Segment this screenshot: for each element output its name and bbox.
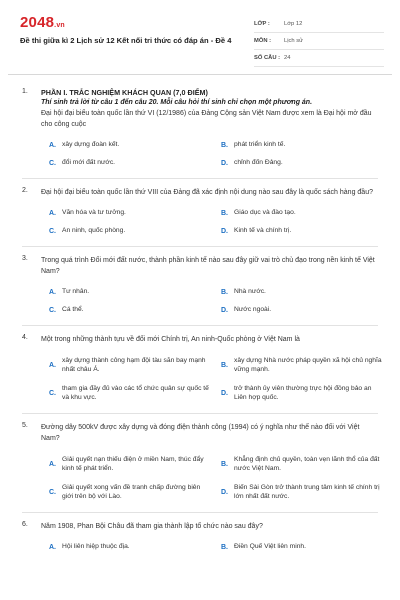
option-label: C. — [49, 306, 56, 314]
option-text: Nước ngoài. — [234, 306, 272, 314]
option-label: D. — [221, 159, 228, 167]
answer-option-d[interactable] — [213, 478, 385, 506]
meta-value: 24 — [284, 55, 291, 61]
question-divider — [22, 178, 378, 179]
option-text: chỉnh đốn Đảng. — [234, 159, 283, 167]
option-label: A. — [49, 543, 56, 551]
option-text: Hội liên hiệp thuộc địa. — [62, 543, 130, 551]
question-item — [8, 88, 392, 172]
document-meta — [254, 16, 384, 67]
option-text: Văn hóa và tư tưởng. — [62, 209, 126, 217]
option-text: Giải quyết nạn thiếu điện ở miền Nam, thúc đẩy kinh tế phát triển. — [62, 455, 204, 472]
meta-key: LỚP : — [254, 21, 270, 27]
meta-row-subject — [254, 33, 384, 50]
meta-value: Lịch sử — [284, 38, 304, 44]
option-label: C. — [49, 389, 56, 397]
option-text: Khẳng định chủ quyền, toàn vẹn lãnh thổ của đất nước Việt Nam. — [234, 455, 380, 472]
question-text: Đại hội đại biểu toàn quốc lần thứ VI (12/1986) của Đảng Cộng sản Việt Nam được xem là Đại hội mở đầu cho công cuộc — [41, 110, 372, 128]
option-label: B. — [221, 361, 228, 369]
answer-option-b[interactable] — [213, 283, 385, 301]
option-label: A. — [49, 288, 56, 296]
answer-option-b[interactable] — [213, 204, 385, 222]
answer-option-b[interactable] — [213, 450, 385, 478]
question-divider — [22, 512, 378, 513]
answer-option-c[interactable] — [41, 301, 213, 319]
document-title: Đề thi giữa kì 2 Lịch sử 12 Kết nối tri thức có đáp án - Đề 4 — [20, 36, 232, 45]
option-label: B. — [221, 460, 228, 468]
answer-option-d[interactable] — [213, 154, 385, 172]
question-item — [8, 521, 392, 556]
option-text: Giải quyết xong vấn đề tranh chấp đường biên giới trên bộ với Lào. — [62, 483, 201, 500]
option-label: A. — [49, 460, 56, 468]
answer-option-c[interactable] — [41, 478, 213, 506]
option-label: D. — [221, 488, 228, 496]
option-text: trở thành ủy viên thường trực hội đồng bảo an Liên hợp quốc. — [234, 384, 372, 401]
answer-option-a[interactable] — [41, 538, 213, 556]
question-list — [8, 88, 392, 562]
section-instructions: Thí sinh trả lời từ câu 1 đến câu 20. Mỗi câu hỏi thí sinh chỉ chọn một phương án. — [41, 99, 313, 106]
answer-options — [41, 204, 378, 240]
option-text: Biến Sài Gòn trở thành trung tâm kinh tế chính trị lớn nhất đất nước. — [234, 483, 380, 500]
option-text: xây dựng Nhà nước pháp quyền xã hội chủ nghĩa vững mạnh. — [234, 356, 382, 373]
answer-options — [41, 351, 382, 407]
option-text: Nhà nước. — [234, 288, 266, 296]
option-text: Tư nhân. — [62, 288, 90, 296]
option-text: xây dựng đoàn kết. — [62, 141, 120, 149]
answer-option-a[interactable] — [41, 136, 213, 154]
option-text: Cá thể. — [62, 306, 84, 314]
option-label: A. — [49, 141, 56, 149]
option-text: đổi mới đất nước. — [62, 159, 116, 167]
answer-option-b[interactable] — [213, 538, 385, 556]
option-text: An ninh, quốc phòng. — [62, 227, 126, 235]
logo-suffix: .vn — [54, 22, 65, 29]
answer-options — [41, 450, 378, 506]
option-text: Giáo dục và đào tạo. — [234, 209, 296, 217]
answer-option-d[interactable] — [213, 301, 385, 319]
answer-options — [41, 136, 378, 172]
option-label: D. — [221, 227, 228, 235]
answer-options — [41, 283, 378, 319]
question-divider — [22, 325, 378, 326]
meta-row-class — [254, 16, 384, 33]
option-label: B. — [221, 141, 228, 149]
option-text: Điền Quế Việt liên minh. — [234, 543, 306, 551]
answer-option-b[interactable] — [213, 136, 385, 154]
meta-key: MÔN : — [254, 38, 272, 44]
document-page — [8, 8, 392, 598]
option-text: tham gia đầy đủ vào các tổ chức quân sự quốc tế và khu vực. — [62, 384, 209, 401]
option-label: C. — [49, 488, 56, 496]
question-number: 1. — [22, 88, 28, 95]
option-label: C. — [49, 159, 56, 167]
option-label: B. — [221, 209, 228, 217]
question-item — [8, 334, 392, 407]
answer-options — [41, 538, 378, 556]
option-text: Kinh tế và chính trị. — [234, 227, 292, 235]
question-text: Trong quá trình Đổi mới đất nước, thành phần kinh tế nào sau đây giữ vai trò chủ đạo trong nền kinh tế Việt Nam? — [41, 257, 375, 275]
option-label: A. — [49, 209, 56, 217]
option-label: A. — [49, 361, 56, 369]
question-number: 2. — [22, 187, 28, 194]
answer-option-d[interactable] — [213, 379, 385, 407]
meta-row-count — [254, 50, 384, 67]
answer-option-b[interactable] — [213, 351, 385, 379]
page-header — [8, 8, 392, 68]
option-text: phát triển kinh tế. — [234, 141, 286, 149]
option-text: xây dựng thành công hạm đội tàu săn bay mạnh nhất châu Á. — [62, 356, 206, 373]
section-title: PHẦN I. TRẮC NGHIỆM KHÁCH QUAN (7,0 ĐIỂM) — [41, 88, 208, 97]
logo-main: 2048 — [20, 14, 55, 31]
option-label: D. — [221, 306, 228, 314]
option-label: C. — [49, 227, 56, 235]
question-item — [8, 422, 392, 506]
site-logo[interactable] — [20, 14, 65, 31]
meta-key: SỐ CÂU : — [254, 55, 281, 61]
question-divider — [22, 413, 378, 414]
question-text: Một trong những thành tựu về đổi mới Chính trị, An ninh-Quốc phòng ở Việt Nam là — [41, 336, 300, 343]
question-text: Năm 1908, Phan Bội Châu đã tham gia thành lập tổ chức nào sau đây? — [41, 523, 263, 530]
answer-option-a[interactable] — [41, 204, 213, 222]
header-divider — [8, 74, 392, 75]
answer-option-a[interactable] — [41, 283, 213, 301]
question-number: 3. — [22, 255, 28, 262]
question-number: 5. — [22, 422, 28, 429]
question-divider — [22, 246, 378, 247]
question-item — [8, 187, 392, 240]
option-label: B. — [221, 543, 228, 551]
question-item — [8, 255, 392, 319]
option-label: B. — [221, 288, 228, 296]
question-text: Đại hội đại biểu toàn quốc lần thứ VIII của Đảng đã xác định nội dung nào sau đây là quốc sách hàng đầu? — [41, 189, 373, 196]
answer-option-c[interactable] — [41, 154, 213, 172]
answer-option-c[interactable] — [41, 379, 213, 407]
question-text: Đường dây 500kV được xây dựng và đóng điện thành công (1994) có ý nghĩa như thế nào đối với Việt Nam? — [41, 424, 360, 442]
answer-option-a[interactable] — [41, 450, 213, 478]
answer-option-a[interactable] — [41, 351, 213, 379]
question-number: 4. — [22, 334, 28, 341]
meta-value: Lớp 12 — [284, 21, 303, 27]
answer-option-d[interactable] — [213, 222, 385, 240]
answer-option-c[interactable] — [41, 222, 213, 240]
question-number: 6. — [22, 521, 28, 528]
option-label: D. — [221, 389, 228, 397]
